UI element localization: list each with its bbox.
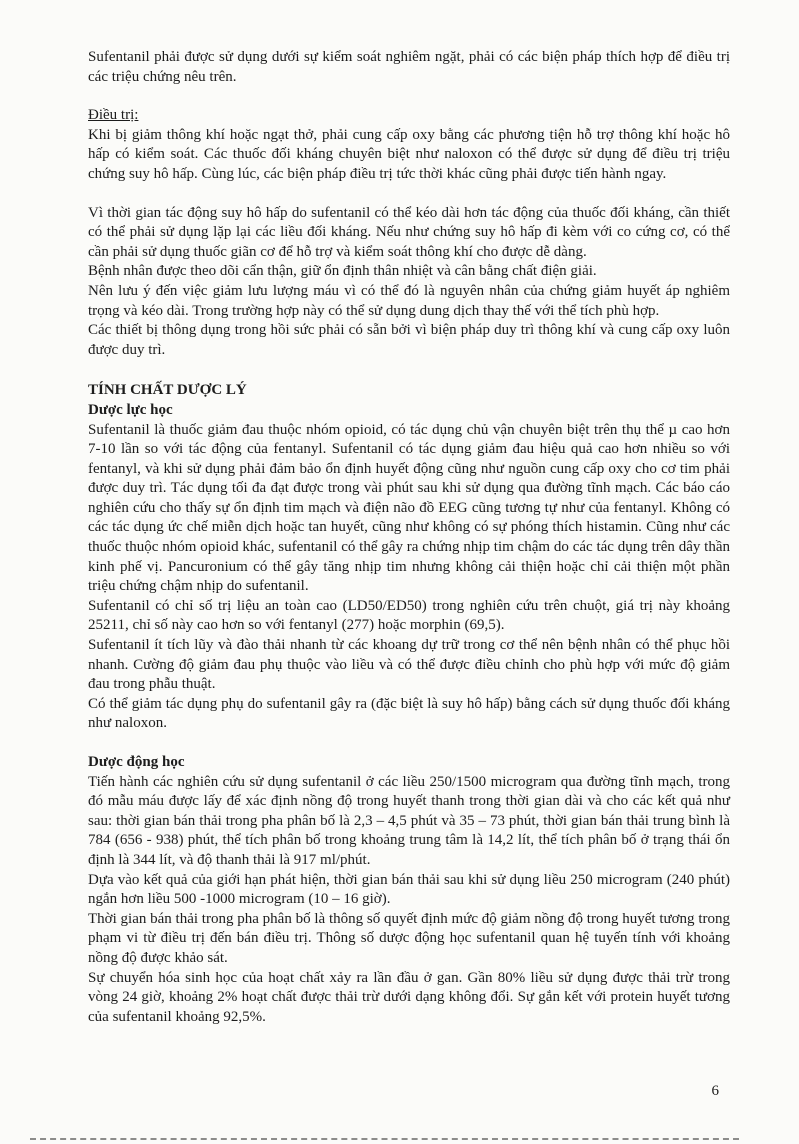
duoc-luc-hoc-heading: Dược lực học bbox=[88, 401, 173, 418]
paragraph: Bệnh nhân được theo dõi cẩn thận, giữ ổn định thân nhiệt và cân bằng chất điện giải. bbox=[88, 263, 597, 280]
page-number: 6 bbox=[711, 1083, 719, 1099]
paragraph: Sufentanil phải được sử dụng dưới sự kiểm soát nghiêm ngặt, phải có các biện pháp thích hợp để điều trị các triệu chứng nêu trên. bbox=[88, 49, 730, 85]
paragraph: Sufentanil có chỉ số trị liệu an toàn cao (LD50/ED50) trong nghiên cứu trên chuột, giá trị này khoảng 25211, chỉ số này cao hơn so với fentanyl (277) hoặc morphin (69,5). bbox=[88, 597, 730, 634]
paragraph: Tiến hành các nghiên cứu sử dụng sufentanil ở các liều 250/1500 microgram qua đường tĩnh mạch, trong đó mẫu máu được lấy để xác định nồng độ trong huyết thanh trong thời gian dài và cho các kết quả như sau: thời gian bán thải trong pha phân bố là 2,3 – 4,5 phút và 35 – 73 phút, thời gian bán thải trung bình là 784 (656 - 938) phút, thể tích phân bố trong khoảng trung tâm là 14,2 lít, thể tích phân bố ở trạng thái ổn định là 344 lít, và độ thanh thải là 917 ml/phút. bbox=[88, 773, 730, 868]
dieu-tri-heading: Điều trị: bbox=[88, 107, 139, 124]
section-title: TÍNH CHẤT DƯỢC LÝ bbox=[88, 382, 247, 399]
paragraph: Các thiết bị thông dụng trong hồi sức phải có sẵn bởi vì biện pháp duy trì thông khí và cung cấp oxy luôn được duy trì. bbox=[88, 322, 730, 358]
bottom-scan-line bbox=[30, 1138, 739, 1140]
duoc-dong-hoc-heading: Dược động học bbox=[88, 754, 185, 770]
paragraph: Thời gian bán thải trong pha phân bố là thông số quyết định mức độ giảm nồng độ trong huyết tương trong phạm vi từ điều trị đến bán điều trị. Thông số dược động học sufentanil quan hệ tuyến tính với khoảng nồng độ được khảo sát. bbox=[88, 910, 730, 966]
paragraph: Có thể giảm tác dụng phụ do sufentanil gây ra (đặc biệt là suy hô hấp) bằng cách sử dụng thuốc đối kháng như naloxon. bbox=[88, 695, 730, 732]
paragraph: Dựa vào kết quả của giới hạn phát hiện, thời gian bán thải sau khi sử dụng liều 250 microgram (240 phút) ngắn hơn liều 500 -1000 microgram (10 – 16 giờ). bbox=[88, 871, 730, 908]
paragraph: Sufentanil là thuốc giảm đau thuộc nhóm opioid, có tác dụng chủ vận chuyên biệt trên thụ thể µ cao hơn 7-10 lần so với tác động của fentanyl. Sufentanil có tác dụng giảm đau hiệu quả cao hơn nhiều so với fentanyl, và khi sử dụng phải đảm bảo ổn định huyết động cũng như nguồn cung cấp oxy cho cơ tim phải được duy trì. Tác dụng tối đa đạt được trong vài phút sau khi sử dụng qua đường tĩnh mạch. Các báo cáo nghiên cứu cho thấy sự ổn định tim mạch và điện não đồ EEG cũng tương tự như của fentanyl. Không có các tác dụng ức chế miễn dịch hoặc tan huyết, cũng như không có sự phóng thích histamin. Cũng như các thuốc thuộc nhóm opioid khác, sufentanil có thể gây ra chứng nhịp tim chậm do các tác dụng trên dây thần kinh phế vị. Pancuronium có thể gây tăng nhịp tim nhưng không cải thiện hoặc chỉ cải thiện một phần triệu chứng chậm nhịp do sufentanil. bbox=[88, 421, 730, 595]
paragraph: Vì thời gian tác động suy hô hấp do sufentanil có thể kéo dài hơn tác động của thuốc đối kháng, cần thiết có thể phải sử dụng lặp lại các liều đối kháng. Nếu như chứng suy hô hấp đi kèm với co cứng cơ, có thể cần phải sử dụng thuốc giãn cơ để hỗ trợ và kiểm soát thông khí cho được dễ dàng. bbox=[88, 204, 730, 260]
paragraph: Khi bị giảm thông khí hoặc ngạt thở, phải cung cấp oxy bằng các phương tiện hỗ trợ thông khí hoặc hô hấp có kiểm soát. Các thuốc đối kháng chuyên biệt như naloxon có thể được sử dụng để điều trị triệu chứng suy hô hấp. Cùng lúc, các biện pháp điều trị tức thời khác cũng phải được tiến hành ngay. bbox=[88, 126, 730, 182]
document-body bbox=[88, 48, 730, 1027]
paragraph: Nên lưu ý đến việc giảm lưu lượng máu vì có thể đó là nguyên nhân của chứng giảm huyết áp nghiêm trọng và kéo dài. Trong trường hợp này có thể sử dụng dung dịch thay thế với thể tích phù hợp. bbox=[88, 282, 730, 319]
stamp-edge-mark bbox=[775, 450, 799, 600]
paragraph: Sự chuyển hóa sinh học của hoạt chất xảy ra lần đầu ở gan. Gần 80% liều sử dụng được thải trừ trong vòng 24 giờ, khoảng 2% hoạt chất được thải trừ dưới dạng không đổi. Sự gắn kết với protein huyết tương của sufentanil khoảng 92,5%. bbox=[88, 969, 730, 1025]
paragraph: Sufentanil ít tích lũy và đào thải nhanh từ các khoang dự trữ trong cơ thể nên bệnh nhân có thể phục hồi nhanh. Cường độ giảm đau phụ thuộc vào liều và có thể được điều chỉnh cho phù hợp với mức độ giảm đau trong phẫu thuật. bbox=[88, 637, 730, 693]
